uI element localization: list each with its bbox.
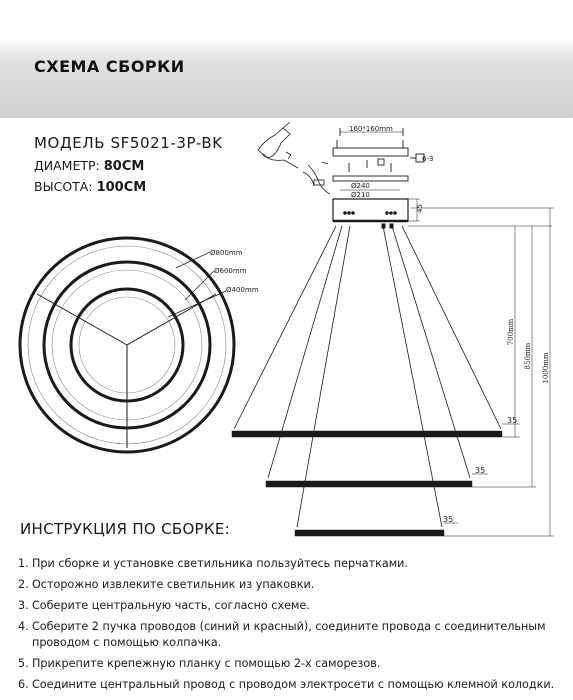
step-text: Прикрепите крепежную планку с помощью 2-х саморезов. (32, 657, 381, 670)
instruction-step (18, 598, 568, 614)
height-label: ВЫСОТА: (34, 179, 93, 194)
step-number: 4. (18, 620, 29, 633)
ring-height-1: 35 (507, 416, 518, 425)
ring-800-profile (232, 431, 502, 437)
screwdriver-hand-icon (258, 122, 298, 168)
step-number: 2. (18, 578, 29, 591)
instructions-list (18, 556, 568, 698)
step-number: 1. (18, 557, 29, 570)
step-number: 5. (18, 657, 29, 670)
step-text: Соберите центральную часть, согласно схеме. (32, 599, 310, 612)
canopy-d210-label: Ø210 (351, 191, 370, 199)
step-number: 3. (18, 599, 29, 612)
instruction-step (18, 656, 568, 672)
instructions-title: ИНСТРУКЦИЯ ПО СБОРКЕ: (20, 520, 230, 538)
label-d600: Ø600mm (214, 267, 247, 275)
elevation-view (232, 122, 554, 536)
label-d400: Ø400mm (226, 286, 259, 294)
page-title: СХЕМА СБОРКИ (34, 57, 185, 76)
canopy-d240-label: Ø240 (351, 182, 370, 190)
ring-600-profile (266, 481, 472, 487)
dim-850: 850mm (524, 342, 532, 370)
instruction-step (18, 577, 568, 593)
label-d800: Ø800mm (210, 249, 243, 257)
model-name: МОДЕЛЬ SF5021-3P-BK (34, 134, 223, 152)
instruction-step (18, 677, 568, 693)
step-text-continued: проводом с помощью колпачка. (32, 636, 222, 649)
ring-400-profile (295, 530, 444, 536)
instruction-step (18, 556, 568, 572)
step-text: При сборке и установке светильника пользуйтесь перчатками. (32, 557, 408, 570)
spoke-3 (37, 294, 127, 345)
leader-600 (185, 271, 214, 300)
canopy (333, 176, 420, 228)
step-number: 6. (18, 678, 29, 691)
canopy-size-label: 160*160mm (349, 125, 393, 133)
diameter-label: ДИАМЕТР: (34, 158, 100, 173)
ring-height-2: 35 (475, 466, 486, 475)
wiring-sketch-icon (303, 162, 330, 194)
instruction-step (18, 619, 568, 651)
plan-view (20, 238, 259, 452)
height-value: 100СМ (96, 180, 147, 195)
step-text: Соберите 2 пучка проводов (синий и красный), соедините провода с соединительным (32, 620, 546, 633)
diameter-value: 80СМ (103, 159, 145, 174)
step-text: Соедините центральный провод с проводом электросети с помощью клемной колодки. (32, 678, 555, 691)
small-part-label: 6-3 (422, 155, 434, 163)
ring-height-3: 35 (443, 515, 454, 524)
canopy-height-label: 45 (416, 204, 424, 213)
ring-height-markers (444, 424, 520, 536)
dim-1000: 1000mm (542, 352, 550, 384)
step-text: Осторожно извлеките светильник из упаковки. (32, 578, 315, 591)
mounting-plate (333, 128, 424, 172)
dim-700: 700mm (507, 318, 515, 346)
